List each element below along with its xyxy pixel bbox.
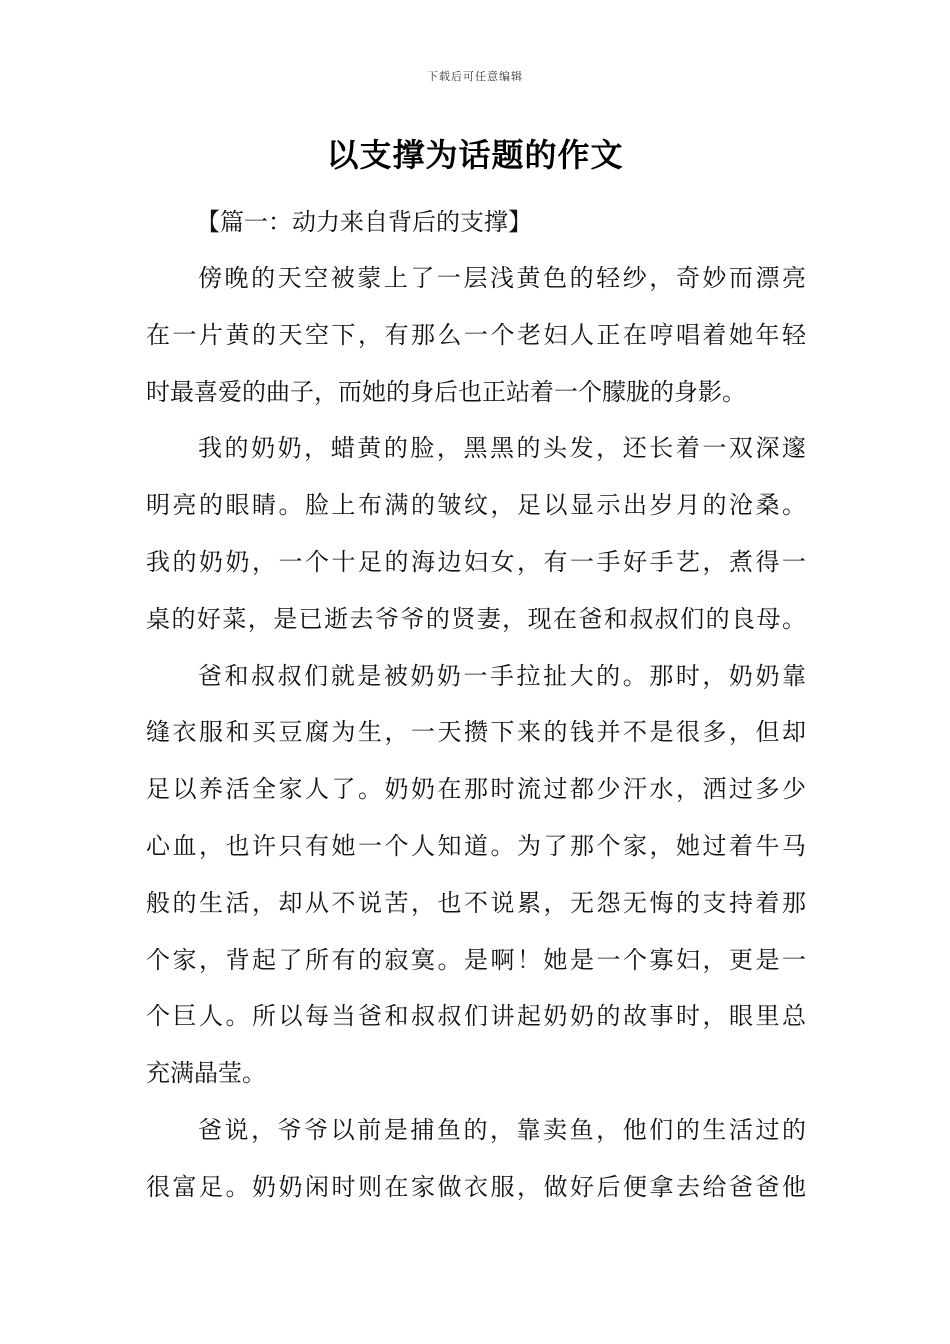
paragraph-line: 爸说，爷爷以前是捕鱼的，靠卖鱼，他们的生活过的 xyxy=(198,1115,806,1144)
paragraph-line: 很富足。奶奶闲时则在家做衣服，做好后便拿去给爸爸他 xyxy=(146,1172,806,1201)
paragraph-line: 明亮的眼睛。脸上布满的皱纹，足以显示出岁月的沧桑。 xyxy=(146,491,806,520)
paragraph-line: 心血，也许只有她一个人知道。为了那个家，她过着牛马 xyxy=(146,831,806,860)
document-title: 以支撑为话题的作文 xyxy=(326,136,624,174)
paragraph-line: 我的奶奶，蜡黄的脸，黑黑的头发，还长着一双深邃 xyxy=(198,434,806,463)
paragraph-line: 我的奶奶，一个十足的海边妇女，有一手好手艺，煮得一 xyxy=(146,547,806,576)
paragraph-line: 个家，背起了所有的寂寞。是啊！她是一个寡妇，更是一 xyxy=(146,945,806,974)
paragraph-line: 桌的好菜，是已逝去爷爷的贤妻，现在爸和叔叔们的良母。 xyxy=(146,604,806,633)
paragraph-1 xyxy=(146,250,806,420)
paragraph-line: 爸和叔叔们就是被奶奶一手拉扯大的。那时，奶奶靠 xyxy=(198,661,806,690)
paragraph-line: 充满晶莹。 xyxy=(146,1059,266,1088)
document-body xyxy=(146,194,806,1216)
paragraph-line: 傍晚的天空被蒙上了一层浅黄色的轻纱，奇妙而漂亮 xyxy=(198,264,806,292)
paragraph-line: 足以养活全家人了。奶奶在那时流过都少汗水，洒过多少 xyxy=(146,775,806,804)
paragraph-line: 在一片黄的天空下，有那么一个老妇人正在哼唱着她年轻 xyxy=(146,320,806,349)
paragraph-line: 时最喜爱的曲子，而她的身后也正站着一个朦胧的身影。 xyxy=(146,377,746,406)
paragraph-line: 般的生活，却从不说苦，也不说累，无怨无悔的支持着那 xyxy=(146,888,806,917)
header-note: 下载后可任意编辑 xyxy=(427,70,523,83)
section-heading: 【篇一：动力来自背后的支撑】 xyxy=(196,208,532,236)
paragraph-line: 缝衣服和买豆腐为生，一天攒下来的钱并不是很多，但却 xyxy=(146,718,806,747)
paragraph-4 xyxy=(146,1102,806,1216)
paragraph-2 xyxy=(146,420,806,647)
paragraph-line: 个巨人。所以每当爸和叔叔们讲起奶奶的故事时，眼里总 xyxy=(146,1002,806,1031)
paragraph-3 xyxy=(146,648,806,1102)
